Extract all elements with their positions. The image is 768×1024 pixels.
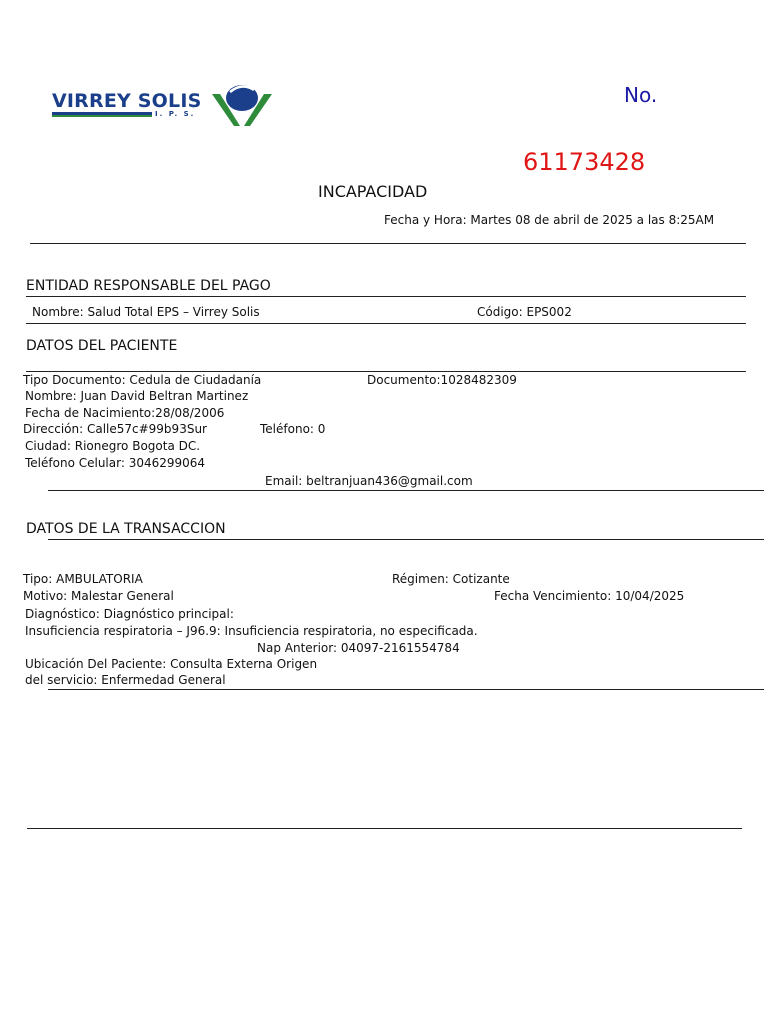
divider bbox=[48, 539, 764, 540]
transaccion-diagnostico-label: Diagnóstico: Diagnóstico principal: bbox=[25, 607, 234, 621]
transaccion-ubicacion: Ubicación Del Paciente: Consulta Externa Origen bbox=[25, 657, 318, 671]
signature-line bbox=[27, 828, 742, 829]
paciente-celular: Teléfono Celular: 3046299064 bbox=[25, 456, 206, 470]
issue-datetime: Fecha y Hora: Martes 08 de abril de 2025 a las 8:25AM bbox=[384, 213, 715, 227]
transaccion-origen-servicio: del servicio: Enfermedad General bbox=[25, 673, 226, 687]
paciente-ciudad: Ciudad: Rionegro Bogota DC. bbox=[25, 439, 201, 453]
section-heading-entidad: ENTIDAD RESPONSABLE DEL PAGO bbox=[26, 278, 271, 294]
paciente-nombre: Nombre: Juan David Beltran Martinez bbox=[25, 389, 249, 403]
paciente-tipo-documento: Tipo Documento: Cedula de Ciudadanía bbox=[23, 373, 262, 387]
logo-underline-green bbox=[52, 115, 152, 117]
transaccion-regimen: Régimen: Cotizante bbox=[392, 572, 510, 586]
document-number-label: No. bbox=[624, 83, 658, 107]
section-heading-paciente: DATOS DEL PACIENTE bbox=[26, 338, 178, 354]
document-title: INCAPACIDAD bbox=[318, 182, 428, 201]
paciente-email: Email: beltranjuan436@gmail.com bbox=[265, 474, 473, 488]
transaccion-fecha-vencimiento: Fecha Vencimiento: 10/04/2025 bbox=[494, 589, 685, 603]
logo-wordmark: VIRREY SOLIS bbox=[52, 90, 202, 112]
transaccion-diagnostico: Insuficiencia respiratoria – J96.9: Insuficiencia respiratoria, no especificada. bbox=[25, 624, 478, 638]
logo-subtext: I. P. S. bbox=[155, 110, 196, 118]
divider bbox=[26, 323, 746, 324]
logo-emblem-icon bbox=[210, 80, 274, 128]
paciente-direccion: Dirección: Calle57c#99b93Sur bbox=[23, 422, 207, 436]
paciente-telefono: Teléfono: 0 bbox=[260, 422, 326, 436]
paciente-fecha-nacimiento: Fecha de Nacimiento:28/08/2006 bbox=[25, 406, 225, 420]
virrey-solis-logo bbox=[52, 80, 274, 130]
divider bbox=[48, 490, 764, 491]
entidad-codigo: Código: EPS002 bbox=[477, 305, 572, 319]
divider bbox=[30, 243, 746, 244]
section-heading-transaccion: DATOS DE LA TRANSACCION bbox=[26, 521, 226, 537]
divider bbox=[26, 371, 746, 372]
document-number: 61173428 bbox=[523, 148, 646, 176]
transaccion-nap-anterior: Nap Anterior: 04097-2161554784 bbox=[257, 641, 460, 655]
entidad-nombre: Nombre: Salud Total EPS – Virrey Solis bbox=[32, 305, 260, 319]
divider bbox=[48, 689, 764, 690]
paciente-documento: Documento:1028482309 bbox=[367, 373, 517, 387]
divider bbox=[26, 296, 746, 297]
transaccion-motivo: Motivo: Malestar General bbox=[23, 589, 174, 603]
transaccion-tipo: Tipo: AMBULATORIA bbox=[23, 572, 143, 586]
